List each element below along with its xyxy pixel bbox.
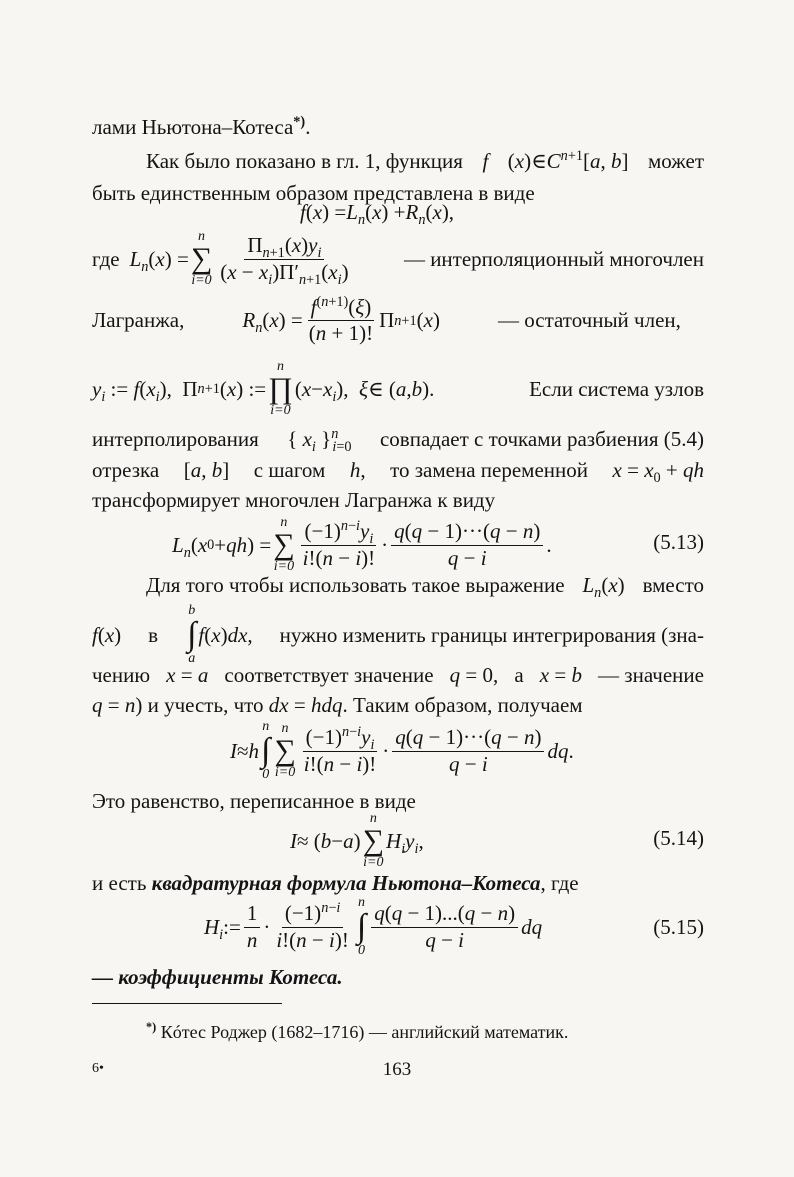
equation-number-5-14: (5.14)	[653, 826, 704, 850]
footnote: *) Кóтес Роджер (1682–1716) — английский математик.	[146, 1020, 569, 1042]
formula-integral-approx: I ≈ h n ∫ 0 n ∑ i=0 $\frac{(-1)^{n-i}y_i}{i!(n - i)!}$ · $\frac{q(q - 1)\cdot\cdot\cdot(q - n)}{q - i}$ dq .	[230, 719, 574, 782]
text-line-1: лами Ньютона–Котеса*).	[92, 114, 311, 139]
formula-lagrange-def: где $L_n$ ( x ) = n ∑ i=0 $\frac{\Pi_{n+1}(x)y_i}{(x - x_i)\Pi'_{n+1}(x_i)}$ — интерполяционный многочлен	[92, 229, 704, 288]
text-line-11: Для того чтобы использовать такое выражение $L_n(x)$ вместо	[146, 573, 704, 602]
formula-decomposition: f ( x ) = $L_n$ ( x ) + $R_n$ ( x ),	[300, 200, 455, 229]
equation-number-5-13: (5.13)	[653, 530, 704, 554]
text-line-20: — коэффициенты Котеса.	[92, 965, 343, 989]
text-line-2: Как было показано в гл. 1, функция f $(x)\in C^{n+1}[a$, b] может	[146, 148, 704, 173]
text-line-18: и есть квадратурная формула Ньютона–Котеса, где	[92, 871, 579, 895]
equation-5-15: $H_i$ := $\frac{1}{n}$ · $\frac{(-1)^{n-i}}{i!(n - i)!}$ n ∫ 0 $\frac{q(q - 1)...(q - n)}{q - i}$ dq	[204, 895, 543, 958]
text-line-12: f(x) в b ∫ a f ( x ) dx , нужно изменить границы интегрирования (зна-	[92, 603, 704, 666]
equation-5-13: $L_n$ ( x 0 + qh ) = n ∑ i=0 $\frac{(-1)^{n-i}y_i}{i!(n - i)!}$ · $\frac{q(q - 1)\cdot\cdot\cdot(q - n)}{q - i}$ .	[172, 515, 552, 574]
page-number: 163	[382, 1059, 412, 1080]
text-line-16: Это равенство, переписанное в виде	[92, 789, 416, 813]
equation-5-14: I ≈ ( b − a ) n ∑ i=0 $H_iy_i$ ,	[290, 811, 424, 870]
text-line-8: отрезка [a, b] с шагом h, то замена переменной $x = x_0$ + qh	[92, 458, 704, 487]
formula-nodes: $y_i$ := f ( $x_i$ ), Π n+1 ( x ) := n ∏ i=0 ( x − $x_i$ ), ξ ∈ ( a , b ). Если система узлов	[92, 359, 704, 418]
signature-mark: 6•	[92, 1061, 104, 1076]
text-line-9: трансформирует многочлен Лагранжа к виду	[92, 488, 496, 512]
footnote-rule	[92, 1003, 282, 1004]
equation-number-5-15: (5.15)	[653, 915, 704, 939]
formula-remainder: Лагранжа, $R_n$ ( x ) = $\frac{f^{(n+1)}(\xi)}{(n + 1)!}$ Π n+1 ( x ) — остаточный член,	[92, 294, 681, 346]
text-line-14: q = n) и учесть, что dx = hdq. Таким образом, получаем	[92, 693, 583, 717]
text-line-7: интерполирования { $x_i$ }$^n_{i=0}$ совпадает с точками разбиения (5.4)	[92, 426, 704, 456]
text-line-3: быть единственным образом представлена в виде	[92, 181, 535, 205]
text-line-13: чению x = a соответствует значение q = 0, а x = b — значение	[92, 663, 704, 687]
